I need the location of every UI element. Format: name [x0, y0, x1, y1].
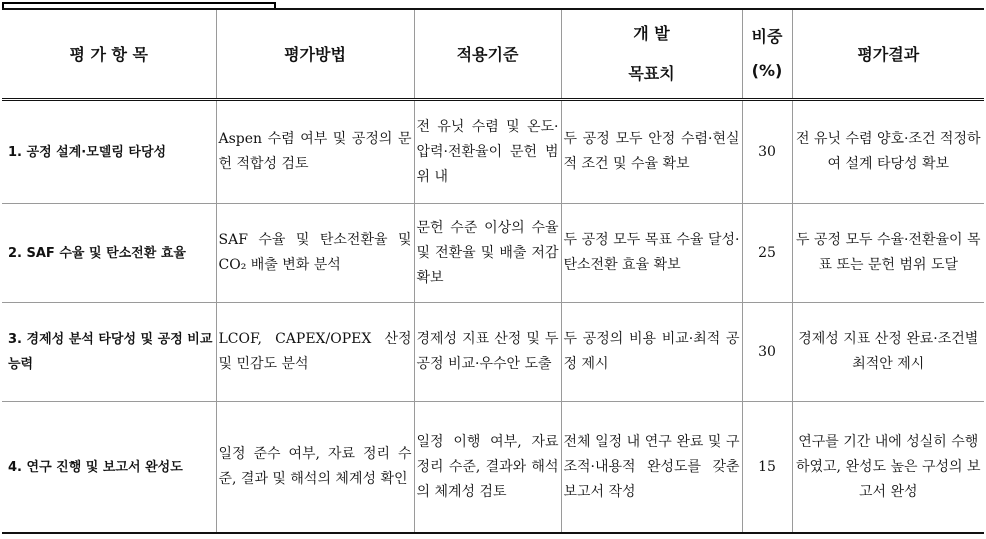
cell-target: 전체 일정 내 연구 완료 및 구조적·내용적 완성도를 갖춘 보고서 작성 [561, 402, 742, 534]
cell-item: 1. 공정 설계·모델링 타당성 [2, 100, 216, 204]
cell-target: 두 공정의 비용 비교·최적 공정 제시 [561, 303, 742, 402]
header-criteria: 적용기준 [414, 9, 561, 100]
cell-result: 연구를 기간 내에 성실히 수행하였고, 완성도 높은 구성의 보고서 완성 [792, 402, 984, 534]
table-row [2, 402, 984, 534]
cell-item: 4. 연구 진행 및 보고서 완성도 [2, 402, 216, 534]
cell-criteria: 일정 이행 여부, 자료 정리 수준, 결과와 해석의 체계성 검토 [414, 402, 561, 534]
header-result: 평가결과 [792, 9, 984, 100]
cell-result: 두 공정 모두 수율·전환율이 목표 또는 문헌 범위 도달 [792, 204, 984, 303]
header-weight [742, 9, 792, 100]
table-body [2, 100, 984, 534]
cell-target: 두 공정 모두 안정 수렴·현실적 조건 및 수율 확보 [561, 100, 742, 204]
header-weight-line1: 비중 [751, 27, 783, 46]
header-target-line2: 목표치 [628, 64, 675, 83]
cell-result: 경제성 지표 산정 완료·조건별 최적안 제시 [792, 303, 984, 402]
header-method: 평가방법 [216, 9, 414, 100]
header-weight-line2: (%) [751, 61, 783, 80]
evaluation-table [2, 8, 984, 534]
table-row [2, 100, 984, 204]
cell-method: LCOF, CAPEX/OPEX 산정 및 민감도 분석 [216, 303, 414, 402]
cell-target: 두 공정 모두 목표 수율 달성·탄소전환 효율 확보 [561, 204, 742, 303]
cell-weight: 30 [742, 303, 792, 402]
cell-weight: 25 [742, 204, 792, 303]
cell-weight: 15 [742, 402, 792, 534]
table-row [2, 303, 984, 402]
table-row [2, 204, 984, 303]
cell-method: SAF 수율 및 탄소전환율 및 CO₂ 배출 변화 분석 [216, 204, 414, 303]
cell-item: 3. 경제성 분석 타당성 및 공정 비교 능력 [2, 303, 216, 402]
header-target-line1: 개 발 [633, 24, 670, 43]
cell-weight: 30 [742, 100, 792, 204]
cell-result: 전 유닛 수렴 양호·조건 적정하여 설계 타당성 확보 [792, 100, 984, 204]
header-item: 평 가 항 목 [2, 9, 216, 100]
table-header [2, 9, 984, 100]
cell-method: 일정 준수 여부, 자료 정리 수준, 결과 및 해석의 체계성 확인 [216, 402, 414, 534]
cell-criteria: 경제성 지표 산정 및 두 공정 비교·우수안 도출 [414, 303, 561, 402]
cell-method: Aspen 수렴 여부 및 공정의 문헌 적합성 검토 [216, 100, 414, 204]
header-target [561, 9, 742, 100]
cell-criteria: 문헌 수준 이상의 수율 및 전환율 및 배출 저감 확보 [414, 204, 561, 303]
cell-item: 2. SAF 수율 및 탄소전환 효율 [2, 204, 216, 303]
cell-criteria: 전 유닛 수렴 및 온도·압력·전환율이 문헌 범위 내 [414, 100, 561, 204]
